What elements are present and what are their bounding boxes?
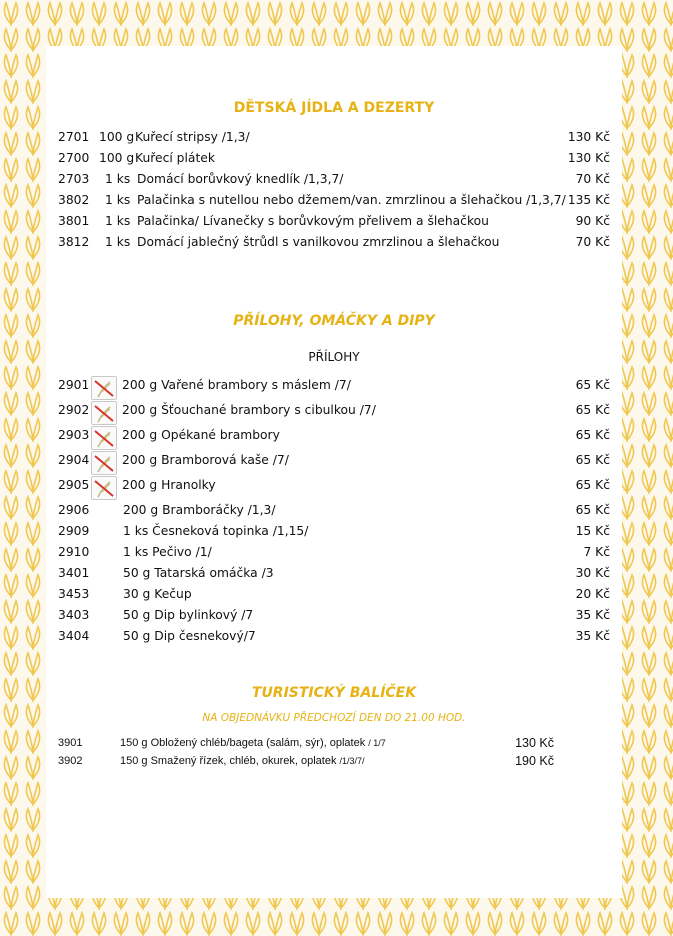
item-name: Palačinka s nutellou nebo džemem/van. zmrzlinou a šlehačkou /1,3,7/: [137, 193, 566, 207]
item-price: 65 Kč: [575, 503, 610, 517]
item-name: 50 g Tatarská omáčka /3: [123, 566, 274, 580]
item-name: 200 g Hranolky: [122, 478, 216, 492]
item-price: 65 Kč: [575, 453, 610, 467]
order-note: NA OBJEDNÁVKU PŘEDCHOZÍ DEN DO 21.00 HOD.: [202, 712, 466, 724]
list-item: [58, 233, 610, 251]
item-code: 2905: [58, 478, 90, 492]
item-price: 65 Kč: [575, 428, 610, 442]
section-title-turisticky: TURISTICKÝ BALÍČEK: [251, 685, 417, 701]
list-item: [58, 191, 610, 209]
item-name: 30 g Kečup: [123, 587, 192, 601]
item-allergens: /1/3/7/: [339, 756, 365, 766]
gluten-free-icon: [91, 426, 117, 450]
gluten-free-icon: [91, 476, 117, 500]
item-name: 200 g Vařené brambory s máslem /7/: [122, 378, 351, 392]
item-code: 2703: [58, 172, 90, 186]
list-item: [58, 451, 610, 469]
list-item: [58, 212, 610, 230]
gluten-free-icon: [91, 376, 117, 400]
list-item: [58, 476, 610, 494]
item-name: 200 g Opékané brambory: [122, 428, 280, 442]
item-quantity: 1 ks: [105, 172, 131, 186]
list-item: [58, 585, 610, 603]
item-price: 65 Kč: [575, 403, 610, 417]
item-quantity: 100 g: [99, 151, 135, 165]
list-item: [58, 128, 610, 146]
item-code: 3403: [58, 608, 90, 622]
item-price: 70 Kč: [575, 172, 610, 186]
item-quantity: 1 ks: [105, 214, 131, 228]
item-price: 70 Kč: [575, 235, 610, 249]
item-price: 190 Kč: [515, 754, 554, 768]
item-name: Kuřecí stripsy /1,3/: [135, 130, 250, 144]
item-price: 130 Kč: [567, 130, 610, 144]
item-code: 3901: [58, 737, 83, 749]
list-item: [58, 564, 610, 582]
list-item: [58, 170, 610, 188]
item-code: 3802: [58, 193, 90, 207]
list-item: [58, 501, 610, 519]
item-quantity: 1 ks: [105, 193, 131, 207]
item-name: Palačinka/ Lívanečky s borůvkovým přelivem a šlehačkou: [137, 214, 489, 228]
item-code: 2904: [58, 453, 90, 467]
item-name: 1 ks Pečivo /1/: [123, 545, 212, 559]
item-name: Kuřecí plátek: [135, 151, 215, 165]
item-quantity: 1 ks: [105, 235, 131, 249]
item-code: 2700: [58, 151, 90, 165]
list-item: [58, 376, 610, 394]
list-item: [58, 606, 610, 624]
item-code: 2906: [58, 503, 90, 517]
item-allergens: / 1/7: [368, 738, 386, 748]
gluten-free-icon: [91, 451, 117, 475]
item-name: 200 g Šťouchané brambory s cibulkou /7/: [122, 403, 376, 417]
item-price: 130 Kč: [515, 736, 554, 750]
item-name: Domácí jablečný štrůdl s vanilkovou zmrzlinou a šlehačkou: [137, 235, 500, 249]
section-title-detske: DĚTSKÁ JÍDLA A DEZERTY: [233, 100, 435, 116]
item-quantity: 100 g: [99, 130, 135, 144]
item-name: 200 g Bramborová kaše /7/: [122, 453, 289, 467]
item-code: 3401: [58, 566, 90, 580]
item-code: 3404: [58, 629, 90, 643]
item-code: 2909: [58, 524, 90, 538]
item-code: 3801: [58, 214, 90, 228]
list-item: [58, 735, 554, 751]
item-price: 7 Kč: [583, 545, 610, 559]
list-item: [58, 753, 554, 769]
section-title-prilohy: PŘÍLOHY, OMÁČKY A DIPY: [233, 313, 435, 329]
item-price: 20 Kč: [575, 587, 610, 601]
list-item: [58, 522, 610, 540]
list-item: [58, 149, 610, 167]
menu-sheet: [46, 46, 622, 898]
item-price: 65 Kč: [575, 378, 610, 392]
item-price: 135 Kč: [567, 193, 610, 207]
list-item: [58, 401, 610, 419]
list-item: [58, 627, 610, 645]
item-price: 30 Kč: [575, 566, 610, 580]
item-price: 15 Kč: [575, 524, 610, 538]
gluten-free-icon: [91, 401, 117, 425]
item-code: 3812: [58, 235, 90, 249]
list-item: [58, 426, 610, 444]
item-name: 1 ks Česneková topinka /1,15/: [123, 524, 309, 538]
item-name: Domácí borůvkový knedlík /1,3,7/: [137, 172, 344, 186]
item-code: 3453: [58, 587, 90, 601]
item-price: 35 Kč: [575, 608, 610, 622]
list-item: [58, 543, 610, 561]
item-price: 65 Kč: [575, 478, 610, 492]
item-code: 2902: [58, 403, 90, 417]
item-code: 2701: [58, 130, 90, 144]
item-name: 150 g Obložený chléb/bageta (salám, sýr), oplatek / 1/7: [120, 737, 386, 749]
item-name: 50 g Dip česnekový/7: [123, 629, 256, 643]
item-price: 90 Kč: [575, 214, 610, 228]
item-code: 2903: [58, 428, 90, 442]
item-code: 2901: [58, 378, 90, 392]
item-code: 2910: [58, 545, 90, 559]
subsection-title-prilohy: PŘÍLOHY: [308, 350, 360, 364]
item-price: 35 Kč: [575, 629, 610, 643]
item-name: 150 g Smažený řízek, chléb, okurek, oplatek /1/3/7/: [120, 755, 365, 767]
item-price: 130 Kč: [567, 151, 610, 165]
item-name: 50 g Dip bylinkový /7: [123, 608, 254, 622]
item-name: 200 g Bramboráčky /1,3/: [123, 503, 276, 517]
item-code: 3902: [58, 755, 83, 767]
